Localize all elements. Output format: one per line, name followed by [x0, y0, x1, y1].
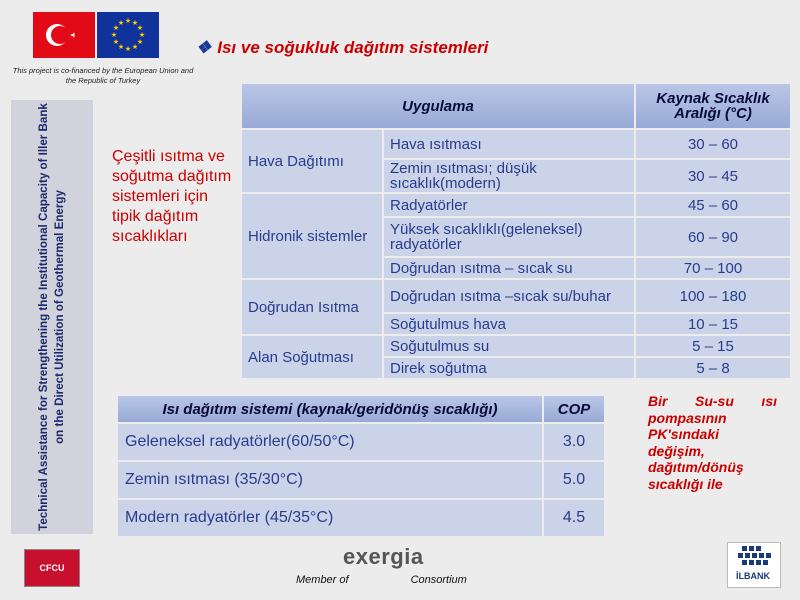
side-panel-text: Technical Assistance for Strengthening the Institutional Capacity of Iller Bank on the Direct Utilization of Geothermal Energy	[37, 103, 66, 531]
cofinanced-caption: This project is co-financed by the European Union and the Republic of Turkey	[12, 66, 194, 85]
eu-flag-icon	[97, 12, 159, 58]
range-cell: 45 – 60	[636, 194, 790, 216]
member-of-text: Member of	[296, 574, 349, 586]
group-cell: Alan Soğutması	[242, 336, 382, 378]
application-cell: Hava ısıtması	[384, 130, 634, 158]
header-cop: COP	[544, 396, 604, 422]
header-application: Uygulama	[242, 84, 634, 128]
slide-title-text: Isı ve soğukluk dağıtım sistemleri	[217, 38, 489, 57]
side-panel	[11, 100, 93, 534]
svg-text:★: ★	[124, 18, 132, 25]
cop-table	[116, 394, 606, 538]
cop-cell: 4.5	[544, 500, 604, 536]
application-cell: Zemin ısıtması; düşük sıcaklık(modern)	[384, 160, 634, 192]
svg-text:★: ★	[131, 20, 139, 27]
range-cell: 70 – 100	[636, 258, 790, 278]
application-cell: Doğrudan ısıtma –sıcak su/buhar	[384, 280, 634, 312]
svg-text:★: ★	[131, 44, 139, 51]
svg-text:★: ★	[112, 25, 120, 32]
cfcu-logo: CFCU	[24, 549, 80, 587]
system-cell: Modern radyatörler (45/35°C)	[118, 500, 542, 536]
range-cell: 5 – 8	[636, 358, 790, 378]
svg-text:★: ★	[110, 32, 118, 39]
range-cell: 5 – 15	[636, 336, 790, 356]
group-cell: Hidronik sistemler	[242, 194, 382, 278]
ilbank-logo	[727, 542, 781, 588]
range-cell: 30 – 45	[636, 160, 790, 192]
header-temperature-range: Kaynak Sıcaklık Aralığı (°C)	[636, 84, 790, 128]
svg-text:★: ★	[117, 20, 125, 27]
svg-text:★: ★	[117, 44, 125, 51]
range-cell: 30 – 60	[636, 130, 790, 158]
range-cell: 60 – 90	[636, 218, 790, 256]
application-cell: Radyatörler	[384, 194, 634, 216]
consortium-text: Consortium	[410, 574, 467, 586]
range-cell: 100 – 180	[636, 280, 790, 312]
svg-text:★: ★	[136, 39, 144, 46]
header-system: Isı dağıtım sistemi (kaynak/geridönüş sıcaklığı)	[118, 396, 542, 422]
exergia-logo	[343, 544, 424, 570]
ilbank-label: İLBANK	[736, 571, 770, 581]
temperature-table	[240, 82, 792, 380]
group-cell: Hava Dağıtımı	[242, 130, 382, 192]
system-cell: Zemin ısıtması (35/30°C)	[118, 462, 542, 498]
left-note: Çeşitli ısıtma ve soğutma dağıtım sistemleri için tipik dağıtım sıcaklıkları	[112, 148, 232, 245]
diamond-bullet-icon: ❖	[196, 38, 212, 57]
application-cell: Direk soğutma	[384, 358, 634, 378]
application-cell: Yüksek sıcaklıklı(geleneksel) radyatörler	[384, 218, 634, 256]
system-cell: Geleneksel radyatörler(60/50°C)	[118, 424, 542, 460]
svg-text:★: ★	[136, 25, 144, 32]
exergia-logo-text: exergia	[343, 544, 424, 569]
right-note-line1: Bir Su-su ısı	[648, 393, 777, 409]
application-cell: Soğutulmus hava	[384, 314, 634, 334]
slide-title	[196, 38, 488, 58]
range-cell: 10 – 15	[636, 314, 790, 334]
application-cell: Doğrudan ısıtma – sıcak su	[384, 258, 634, 278]
turkey-flag-icon	[33, 12, 95, 58]
cop-cell: 5.0	[544, 462, 604, 498]
cop-cell: 3.0	[544, 424, 604, 460]
member-line	[296, 574, 467, 586]
application-cell: Soğutulmus su	[384, 336, 634, 356]
right-note-rest: pompasının PK'sındaki değişim, dağıtım/dönüş sıcaklığı ile	[648, 409, 744, 492]
right-note	[648, 393, 777, 492]
group-cell: Doğrudan Isıtma	[242, 280, 382, 334]
svg-text:★: ★	[112, 39, 120, 46]
svg-text:★: ★	[124, 46, 132, 53]
svg-text:★: ★	[138, 32, 146, 39]
